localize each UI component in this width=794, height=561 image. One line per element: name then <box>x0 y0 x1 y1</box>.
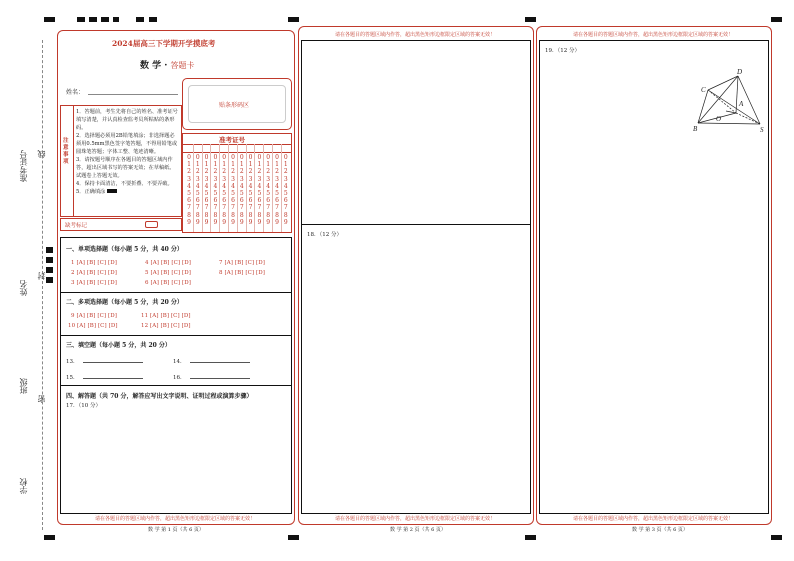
vertex-label-B: B <box>693 125 698 133</box>
page2-footer: 数 学 第 2 页（共 6 页） <box>390 527 446 533</box>
admission-digit-column <box>264 154 272 226</box>
admission-digit-column <box>255 154 263 226</box>
admission-digit-bubble[interactable]: 0 <box>248 154 253 161</box>
admission-digit-bubble[interactable]: 9 <box>266 218 271 226</box>
admission-column-divider <box>272 144 273 232</box>
admission-digit-bubble[interactable]: 9 <box>187 218 191 226</box>
admission-digit-bubble[interactable]: 4 <box>187 182 191 190</box>
geometry-figure <box>688 68 768 138</box>
admission-digit-bubble[interactable]: 5 <box>195 190 200 198</box>
admission-digit-bubble[interactable]: 1 <box>266 161 271 169</box>
admission-digit-bubble[interactable]: 4 <box>195 182 200 190</box>
admission-digit-bubble[interactable]: 2 <box>195 168 200 176</box>
admission-digit-bubble[interactable]: 4 <box>213 182 218 190</box>
exam-title: 2024届高三下学期开学摸底考 <box>112 39 216 48</box>
q18-label: 18．（12 分） <box>307 232 342 238</box>
timing-mark <box>101 17 109 22</box>
admission-digit-bubble[interactable]: 9 <box>195 218 200 226</box>
admission-digit-bubble[interactable]: 3 <box>248 175 253 183</box>
section-divider <box>61 385 291 386</box>
notes-box <box>60 105 182 217</box>
vertex-label-C: C <box>701 86 706 94</box>
admission-digit-bubble[interactable]: 5 <box>266 190 271 198</box>
admission-digit-bubble[interactable]: 0 <box>283 154 288 161</box>
card-label: 答题卡 <box>170 61 195 70</box>
fill-q16[interactable]: 16． <box>173 373 250 381</box>
absent-checkbox[interactable] <box>145 221 158 228</box>
admission-digit-bubble[interactable]: 6 <box>231 197 235 205</box>
admission-digit-bubble[interactable]: 2 <box>283 168 288 176</box>
admission-digit-bubble[interactable]: 3 <box>231 175 235 183</box>
side-label-line: 线 <box>37 150 46 158</box>
admission-digit-bubble[interactable]: 2 <box>231 168 235 176</box>
timing-mark <box>288 17 299 22</box>
admission-digit-bubble[interactable]: 0 <box>187 154 191 161</box>
admission-digit-bubble[interactable]: 5 <box>248 190 253 198</box>
admission-digit-bubble[interactable]: 4 <box>204 182 209 190</box>
admission-digit-bubble[interactable]: 5 <box>204 190 209 198</box>
admission-digit-column <box>238 154 246 226</box>
admission-digit-column <box>273 154 281 226</box>
timing-mark <box>525 535 536 540</box>
note-item: 5．正确填涂 <box>76 188 178 196</box>
side-label-school: 学校 <box>19 478 28 494</box>
admission-digit-bubble[interactable]: 0 <box>239 154 244 161</box>
admission-digit-bubble[interactable]: 4 <box>222 182 227 190</box>
warning-text: 请在各题目的答题区域内作答，超出黑色矩形边框限定区域的答案无效！ <box>334 516 495 522</box>
barcode-label: 贴条形码区 <box>219 102 250 109</box>
note-item: 2．选择题必须用2B铅笔填涂；非选择题必须用0.5mm黑色签字笔答题，不得用铅笔或圆珠笔答题；字体工整、笔迹清晰。 <box>76 133 178 155</box>
timing-mark <box>288 535 299 540</box>
admission-digit-bubble[interactable]: 8 <box>266 211 271 219</box>
admission-digit-bubble[interactable]: 0 <box>231 154 235 161</box>
admission-column-divider <box>246 144 247 232</box>
q19-label: 19．（12 分） <box>545 48 580 54</box>
admission-digit-bubble[interactable]: 4 <box>283 182 288 190</box>
admission-digit-bubble[interactable]: 6 <box>195 197 200 205</box>
admission-digit-bubble[interactable]: 5 <box>239 190 244 198</box>
admission-digit-bubble[interactable]: 0 <box>204 154 209 161</box>
admission-digit-column <box>220 154 228 226</box>
warning-text: 请在各题目的答题区域内作答，超出黑色矩形边框限定区域的答案无效！ <box>572 32 733 38</box>
choice-q4[interactable]: 4 [A] [B] [C] [D] <box>145 260 191 266</box>
choice-q3[interactable]: 3 [A] [B] [C] [D] <box>71 280 117 286</box>
admission-digit-bubble[interactable]: 9 <box>283 218 288 226</box>
vertex-label-S: S <box>760 126 764 134</box>
admission-digit-bubble[interactable]: 7 <box>231 204 235 212</box>
admission-digit-bubble[interactable]: 8 <box>231 211 235 219</box>
admission-digit-bubble[interactable]: 7 <box>257 204 262 212</box>
admission-digit-bubble[interactable]: 1 <box>283 161 288 169</box>
admission-digit-bubble[interactable]: 6 <box>283 197 288 205</box>
admission-digit-bubble[interactable]: 0 <box>275 154 279 161</box>
q17-label: 17．（10 分） <box>66 403 101 409</box>
admission-digit-bubble[interactable]: 7 <box>266 204 271 212</box>
admission-digit-bubble[interactable]: 8 <box>239 211 244 219</box>
admission-digit-bubble[interactable]: 7 <box>195 204 200 212</box>
admission-digit-bubble[interactable]: 9 <box>222 218 227 226</box>
admission-column-divider <box>281 144 282 232</box>
admission-digit-bubble[interactable]: 1 <box>248 161 253 169</box>
admission-digit-bubble[interactable]: 9 <box>248 218 253 226</box>
notes-title: 注意事项 <box>63 138 69 165</box>
admission-digit-bubble[interactable]: 5 <box>213 190 218 198</box>
timing-mark <box>136 17 144 22</box>
timing-mark <box>89 17 97 22</box>
admission-digit-bubble[interactable]: 3 <box>222 175 227 183</box>
admission-digit-bubble[interactable]: 9 <box>204 218 209 226</box>
admission-digit-bubble[interactable]: 0 <box>213 154 218 161</box>
choice-q2[interactable]: 2 [A] [B] [C] [D] <box>71 270 117 276</box>
admission-column-divider <box>202 144 203 232</box>
choice-q9[interactable]: 9 [A] [B] [C] [D] <box>71 313 117 319</box>
notes-divider <box>73 106 74 216</box>
admission-digit-column <box>194 154 202 226</box>
admission-digit-column <box>203 154 211 226</box>
admission-digit-bubble[interactable]: 8 <box>195 211 200 219</box>
admission-digit-bubble[interactable]: 3 <box>275 175 279 183</box>
admission-digit-bubble[interactable]: 9 <box>231 218 235 226</box>
admission-digit-bubble[interactable]: 3 <box>283 175 288 183</box>
admission-digit-bubble[interactable]: 2 <box>239 168 244 176</box>
admission-digit-bubble[interactable]: 6 <box>239 197 244 205</box>
admission-title: 准考证号 <box>219 136 245 144</box>
admission-digit-bubble[interactable]: 7 <box>275 204 279 212</box>
admission-digit-bubble[interactable]: 9 <box>275 218 279 226</box>
answer-area-page3[interactable] <box>539 40 769 514</box>
timing-mark <box>149 17 157 22</box>
admission-digit-bubble[interactable]: 3 <box>187 175 191 183</box>
choice-q7[interactable]: 7 [A] [B] [C] [D] <box>219 260 265 266</box>
admission-digit-bubble[interactable]: 2 <box>275 168 279 176</box>
note-item: 3．请按题号顺序在各题目的答题区域内作答，超出区域书写的答案无效；在草稿纸、试题卷上答题无效。 <box>76 157 175 179</box>
admission-digit-bubble[interactable]: 6 <box>275 197 279 205</box>
admission-digit-bubble[interactable]: 6 <box>257 197 262 205</box>
admission-digit-bubble[interactable]: 7 <box>248 204 253 212</box>
side-mark <box>46 257 53 263</box>
subject-label: 数 学 · <box>140 61 168 71</box>
admission-digit-bubble[interactable]: 5 <box>187 190 191 198</box>
warning-text: 请在各题目的答题区域内作答，超出黑色矩形边框限定区域的答案无效！ <box>94 516 255 522</box>
admission-digit-bubble[interactable]: 8 <box>283 211 288 219</box>
admission-column-divider <box>237 144 238 232</box>
section-divider <box>61 335 291 336</box>
q17-answer-area[interactable] <box>63 410 289 510</box>
filled-sample <box>107 189 117 193</box>
admission-digit-bubble[interactable]: 5 <box>275 190 279 198</box>
admission-digit-column <box>185 154 193 226</box>
admission-digit-column <box>229 154 237 226</box>
admission-digit-bubble[interactable]: 4 <box>266 182 271 190</box>
admission-digit-bubble[interactable]: 3 <box>266 175 271 183</box>
name-label: 姓名： <box>66 89 85 96</box>
admission-digit-bubble[interactable]: 2 <box>257 168 262 176</box>
admission-digit-bubble[interactable]: 1 <box>195 161 200 169</box>
admission-digit-bubble[interactable]: 1 <box>231 161 235 169</box>
admission-digit-bubble[interactable]: 8 <box>257 211 262 219</box>
admission-digit-bubble[interactable]: 2 <box>266 168 271 176</box>
admission-digit-bubble[interactable]: 5 <box>283 190 288 198</box>
admission-digit-bubble[interactable]: 1 <box>187 161 191 169</box>
timing-mark <box>113 17 119 22</box>
admission-digit-column <box>211 154 219 226</box>
admission-digit-bubble[interactable]: 8 <box>248 211 253 219</box>
choice-q12[interactable]: 12 [A] [B] [C] [D] <box>141 323 191 329</box>
subject-title <box>140 58 195 71</box>
admission-digit-bubble[interactable]: 5 <box>222 190 227 198</box>
admission-digit-bubble[interactable]: 4 <box>257 182 262 190</box>
admission-digit-bubble[interactable]: 4 <box>239 182 244 190</box>
choice-q11[interactable]: 11 [A] [B] [C] [D] <box>141 313 191 319</box>
admission-digit-column <box>247 154 255 226</box>
admission-digit-bubble[interactable]: 4 <box>231 182 235 190</box>
admission-digit-bubble[interactable]: 7 <box>283 204 288 212</box>
note-item: 4．保持卡面清洁，不要折叠、不要弄破。 <box>76 181 173 187</box>
admission-digit-bubble[interactable]: 4 <box>248 182 253 190</box>
admission-digit-bubble[interactable]: 8 <box>213 211 218 219</box>
admission-digit-bubble[interactable]: 1 <box>204 161 209 169</box>
admission-digit-bubble[interactable]: 6 <box>248 197 253 205</box>
vertex-label-A: A <box>739 100 744 108</box>
side-mark <box>46 247 53 253</box>
admission-digit-bubble[interactable]: 8 <box>275 211 279 219</box>
side-mark <box>46 267 53 273</box>
barcode-area <box>182 78 292 130</box>
admission-digit-bubble[interactable]: 1 <box>213 161 218 169</box>
admission-digit-bubble[interactable]: 9 <box>239 218 244 226</box>
name-field-line[interactable] <box>88 94 178 95</box>
choice-q10[interactable]: 10 [A] [B] [C] [D] <box>68 323 118 329</box>
choice-q8[interactable]: 8 [A] [B] [C] [D] <box>219 270 265 276</box>
choice-q5[interactable]: 5 [A] [B] [C] [D] <box>145 270 191 276</box>
admission-digit-bubble[interactable]: 0 <box>266 154 271 161</box>
choice-q6[interactable]: 6 [A] [B] [C] [D] <box>145 280 191 286</box>
admission-digit-column <box>282 154 290 226</box>
timing-mark <box>771 17 782 22</box>
admission-digit-bubble[interactable]: 5 <box>257 190 262 198</box>
side-label-close: 密 <box>37 395 46 403</box>
admission-digit-bubble[interactable]: 8 <box>187 211 191 219</box>
admission-column-divider <box>219 144 220 232</box>
answer-area-page2-top[interactable] <box>301 40 531 225</box>
choice-q1[interactable]: 1 [A] [B] [C] [D] <box>71 260 117 266</box>
admission-digit-bubble[interactable]: 7 <box>213 204 218 212</box>
admission-digit-bubble[interactable]: 0 <box>257 154 262 161</box>
side-label-name: 姓名 <box>19 280 28 296</box>
admission-digit-bubble[interactable]: 2 <box>204 168 209 176</box>
admission-digit-bubble[interactable]: 3 <box>239 175 244 183</box>
admission-digit-bubble[interactable]: 6 <box>187 197 191 205</box>
section4-title: 四、解答题（共 70 分，解答应写出文字说明、证明过程或演算步骤） <box>66 393 253 400</box>
admission-digit-bubble[interactable]: 2 <box>248 168 253 176</box>
admission-digit-bubble[interactable]: 3 <box>195 175 200 183</box>
timing-mark <box>44 535 55 540</box>
vertex-label-D: D <box>737 68 743 76</box>
admission-grid <box>182 133 292 233</box>
section-divider <box>61 292 291 293</box>
section3-title: 三、填空题（每小题 5 分，共 20 分） <box>66 342 171 349</box>
absent-label: 缺考标记 <box>65 223 88 229</box>
admission-digit-bubble[interactable]: 1 <box>275 161 279 169</box>
admission-digit-bubble[interactable]: 6 <box>222 197 227 205</box>
side-label-seal: 封 <box>37 272 46 280</box>
fill-q14[interactable]: 14． <box>173 357 250 365</box>
side-mark <box>46 277 53 283</box>
page1-footer: 数 学 第 1 页（共 6 页） <box>148 527 204 533</box>
admission-digit-bubble[interactable]: 3 <box>213 175 218 183</box>
admission-digit-bubble[interactable]: 9 <box>257 218 262 226</box>
admission-column-divider <box>228 144 229 232</box>
section2-title: 二、多项选择题（每小题 5 分，共 20 分） <box>66 299 183 306</box>
warning-text: 请在各题目的答题区域内作答，超出黑色矩形边框限定区域的答案无效！ <box>572 516 733 522</box>
admission-digit-bubble[interactable]: 8 <box>204 211 209 219</box>
admission-digit-bubble[interactable]: 3 <box>204 175 209 183</box>
admission-digit-bubble[interactable]: 7 <box>204 204 209 212</box>
admission-digit-bubble[interactable]: 6 <box>266 197 271 205</box>
absent-box <box>60 218 182 231</box>
fill-q13[interactable]: 13． <box>66 357 143 365</box>
timing-mark <box>771 535 782 540</box>
answer-area-page1 <box>60 237 292 514</box>
note-item: 1．答题前，考生先将自己的姓名、准考证号填写清楚，并认真检查监考员所粘贴的条形码。 <box>76 109 178 131</box>
admission-digit-bubble[interactable]: 9 <box>213 218 218 226</box>
fill-q15[interactable]: 15． <box>66 373 143 381</box>
admission-digit-bubble[interactable]: 1 <box>239 161 244 169</box>
page3-footer: 数 学 第 3 页（共 6 页） <box>632 527 688 533</box>
timing-mark <box>44 17 55 22</box>
admission-digit-bubble[interactable]: 2 <box>213 168 218 176</box>
admission-digit-bubble[interactable]: 1 <box>222 161 227 169</box>
admission-digit-bubble[interactable]: 2 <box>187 168 191 176</box>
admission-column-divider <box>193 144 194 232</box>
admission-digit-bubble[interactable]: 6 <box>213 197 218 205</box>
vertex-label-O: O <box>716 115 722 123</box>
admission-digit-bubble[interactable]: 6 <box>204 197 209 205</box>
admission-digit-bubble[interactable]: 1 <box>257 161 262 169</box>
admission-digit-bubble[interactable]: 8 <box>222 211 227 219</box>
section1-title: 一、单项选择题（每小题 5 分，共 40 分） <box>66 246 183 253</box>
admission-digit-bubble[interactable]: 7 <box>187 204 191 212</box>
admission-column-divider <box>254 144 255 232</box>
admission-digit-bubble[interactable]: 2 <box>222 168 227 176</box>
admission-column-divider <box>263 144 264 232</box>
timing-mark <box>525 17 536 22</box>
admission-digit-bubble[interactable]: 5 <box>231 190 235 198</box>
side-label-admission: 准考证号 <box>19 150 28 182</box>
admission-digit-bubble[interactable]: 4 <box>275 182 279 190</box>
admission-digit-bubble[interactable]: 0 <box>195 154 200 161</box>
side-label-class: 班级 <box>19 378 28 394</box>
answer-area-page2-bottom[interactable] <box>301 224 531 514</box>
admission-digit-bubble[interactable]: 3 <box>257 175 262 183</box>
notes-list <box>76 108 178 196</box>
admission-digit-bubble[interactable]: 7 <box>222 204 227 212</box>
admission-column-divider <box>210 144 211 232</box>
admission-digit-bubble[interactable]: 7 <box>239 204 244 212</box>
admission-digit-bubble[interactable]: 0 <box>222 154 227 161</box>
binding-line <box>42 40 43 530</box>
warning-text: 请在各题目的答题区域内作答，超出黑色矩形边框限定区域的答案无效！ <box>334 32 495 38</box>
timing-mark <box>77 17 85 22</box>
